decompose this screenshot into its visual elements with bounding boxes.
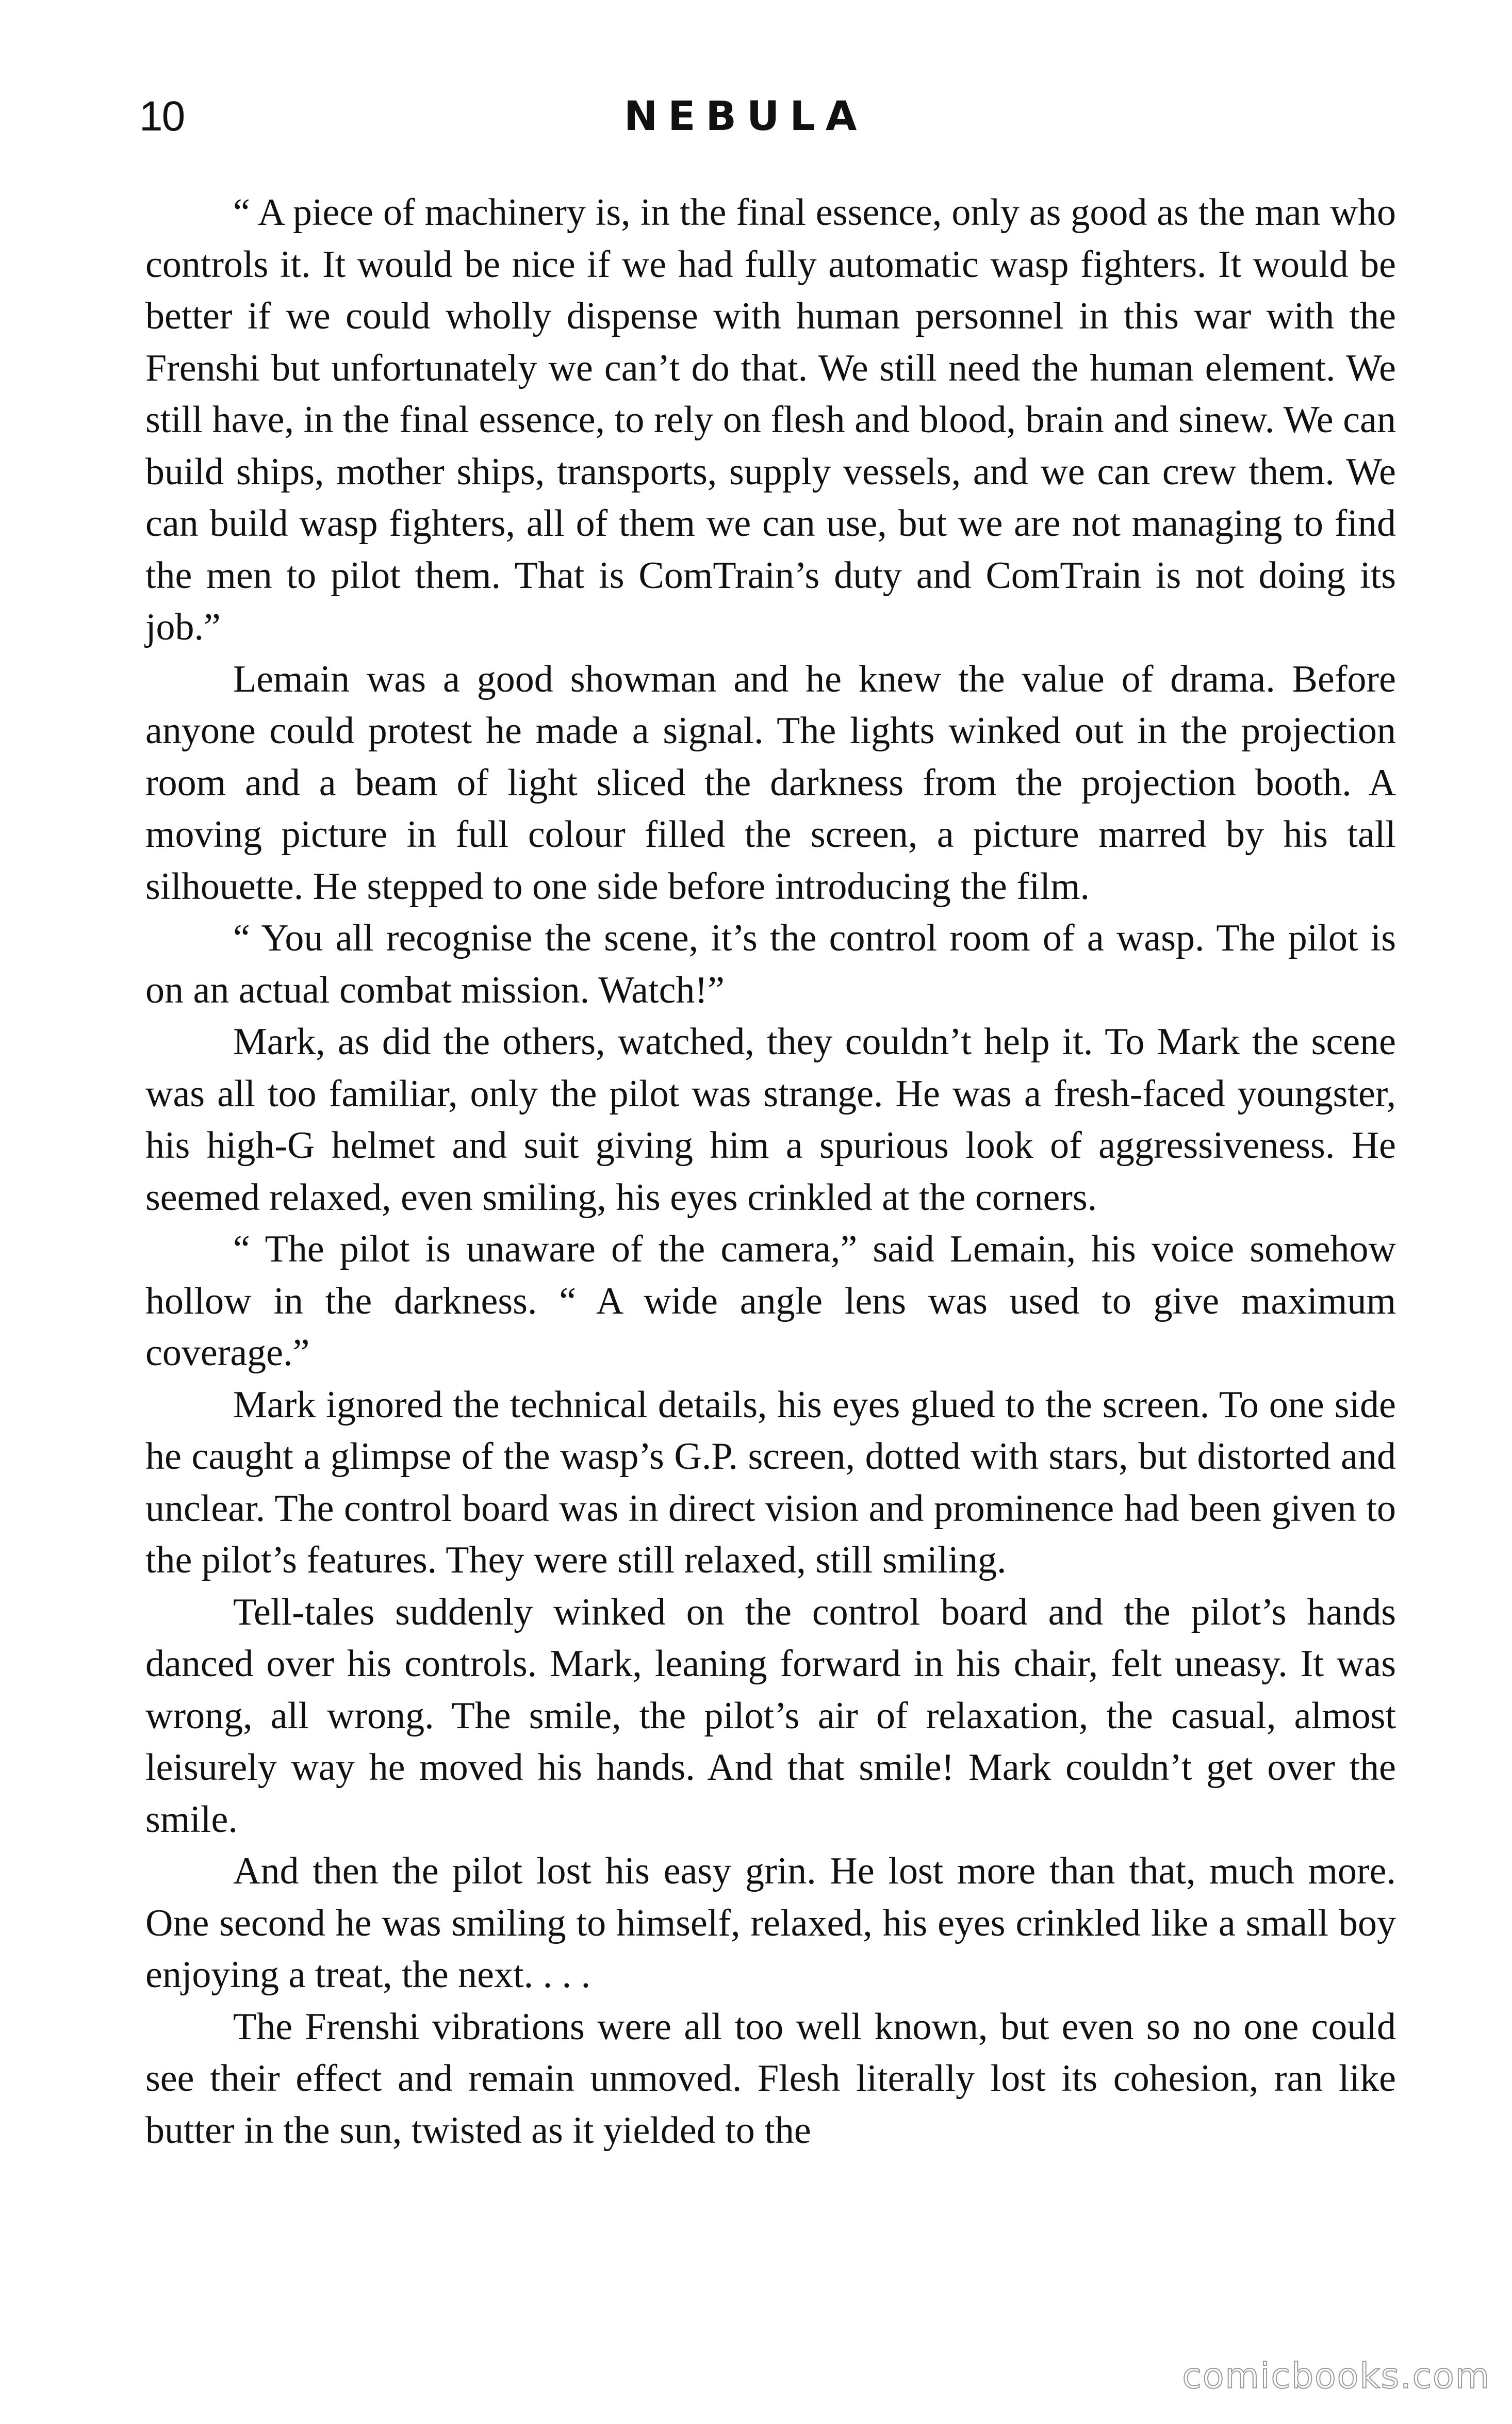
paragraph: “ You all recognise the scene, it’s the control room of a wasp. The pilot is on an actual combat mission. Watch!” bbox=[145, 917, 1396, 1011]
paragraph: And then the pilot lost his easy grin. He lost more than that, much more. One second he was smiling to himself, relaxed, his eyes crinkled like a small boy enjoying a treat, the next. . . . bbox=[145, 1850, 1396, 1996]
paragraph: Lemain was a good showman and he knew the value of drama. Before anyone could protest he made a signal. The lights winked out in the projection room and a beam of light sliced the darkness from the projection booth. A moving picture in full colour filled the screen, a picture marred by his tall silhouette. He stepped to one side before introducing the film. bbox=[145, 658, 1396, 908]
watermark: comicbooks.com bbox=[1182, 2356, 1490, 2397]
body-text bbox=[145, 187, 1396, 2156]
page-number: 10 bbox=[139, 93, 185, 140]
paragraph: “ The pilot is unaware of the camera,” said Lemain, his voice somehow hollow in the darkness. “ A wide angle lens was used to give maximum coverage.” bbox=[145, 1228, 1396, 1374]
paragraph: The Frenshi vibrations were all too well known, but even so no one could see their effect and remain unmoved. Flesh literally lost its cohesion, ran like butter in the sun, twisted as it yielded to the bbox=[145, 2005, 1396, 2152]
paragraph: “ A piece of machinery is, in the final essence, only as good as the man who controls it. It would be nice if we had fully automatic wasp fighters. It would be better if we could wholly dispense with human personnel in this war with the Frenshi but unfortunately we can’t do that. We still need the human element. We still have, in the final essence, to rely on flesh and blood, brain and sinew. We can build ships, mother ships, transports, supply vessels, and we can crew them. We can build wasp fighters, all of them we can use, but we are not managing to find the men to pilot them. That is ComTrain’s duty and ComTrain is not doing its job.” bbox=[145, 191, 1396, 648]
paragraph: Tell-tales suddenly winked on the control board and the pilot’s hands danced over his controls. Mark, leaning forward in his chair, felt uneasy. It was wrong, all wrong. The smile, the pilot’s air of relaxation, the casual, almost leisurely way he moved his hands. And that smile! Mark couldn’t get over the smile. bbox=[145, 1591, 1396, 1841]
page-header bbox=[0, 91, 1512, 153]
running-title: NEBULA bbox=[624, 93, 867, 140]
paragraph: Mark ignored the technical details, his eyes glued to the screen. To one side he caught a glimpse of the wasp’s G.P. screen, dotted with stars, but distorted and unclear. The control board was in direct vision and prominence had been given to the pilot’s features. They were still relaxed, still smiling. bbox=[145, 1383, 1396, 1581]
paragraph: Mark, as did the others, watched, they couldn’t help it. To Mark the scene was all too familiar, only the pilot was strange. He was a fresh-faced youngster, his high-G helmet and suit giving him a spurious look of aggressiveness. He seemed relaxed, even smiling, his eyes crinkled at the corners. bbox=[145, 1021, 1396, 1219]
